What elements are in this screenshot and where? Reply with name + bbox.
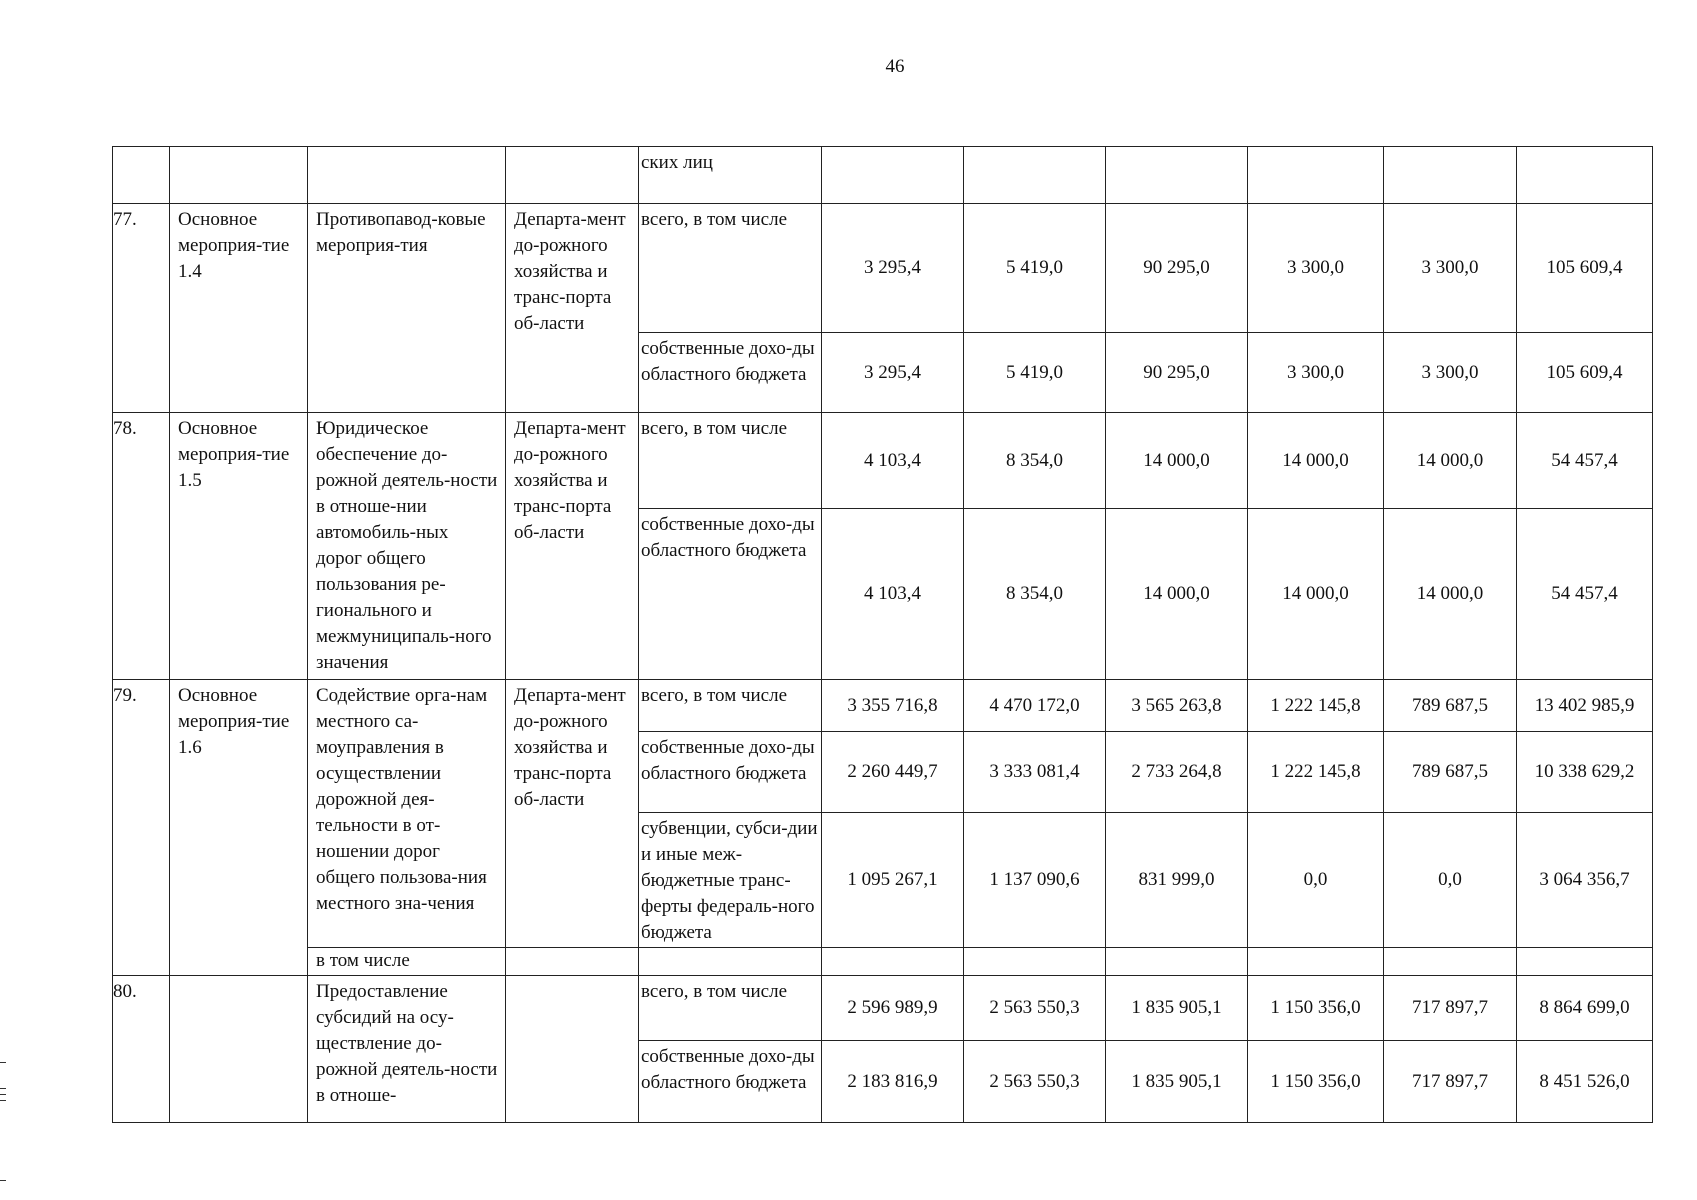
value-cell: 4 470 172,0 [964,680,1106,732]
value-cell: 2 563 550,3 [964,976,1106,1041]
table-row [113,413,1653,509]
empty-cell [1106,147,1248,204]
empty-cell [964,948,1106,976]
value-cell: 14 000,0 [1248,509,1384,680]
table-row [113,976,1653,1041]
value-cell: 4 103,4 [822,509,964,680]
measure-executor: Департа-мент до-рожного хозяйства и транс-порта об-ласти [506,680,639,948]
value-cell: 3 295,4 [822,333,964,413]
margin-mark [0,1180,6,1181]
empty-cell [506,948,639,976]
source-label: собственные дохо-ды областного бюджета [639,1041,822,1123]
value-cell: 4 103,4 [822,413,964,509]
measure-executor [506,976,639,1123]
value-cell: 105 609,4 [1517,204,1653,333]
value-cell: 2 260 449,7 [822,732,964,813]
value-cell: 14 000,0 [1106,509,1248,680]
value-cell: 1 835 905,1 [1106,976,1248,1041]
empty-cell [822,147,964,204]
row-number: 79. [113,680,170,976]
value-cell: 3 565 263,8 [1106,680,1248,732]
empty-cell [822,948,964,976]
margin-mark [0,1088,6,1089]
value-cell: 14 000,0 [1384,509,1517,680]
row-number: 80. [113,976,170,1123]
value-cell: 8 354,0 [964,413,1106,509]
empty-cell [639,948,822,976]
value-cell: 54 457,4 [1517,509,1653,680]
value-cell: 1 835 905,1 [1106,1041,1248,1123]
measure-name: Предоставление субсидий на осу-ществление до-рожной деятель-ности в отноше- [308,976,506,1123]
measure-type [170,976,308,1123]
subsection-label: в том числе [308,948,506,976]
empty-cell [113,147,170,204]
value-cell: 1 150 356,0 [1248,976,1384,1041]
measure-executor: Департа-мент до-рожного хозяйства и транс-порта об-ласти [506,204,639,413]
value-cell: 3 300,0 [1384,204,1517,333]
measure-name: Содействие орга-нам местного са-моуправления в осуществлении дорожной дея-тельности в от-ношении дорог общего пользова-ния местного зна-чения [308,680,506,948]
value-cell: 10 338 629,2 [1517,732,1653,813]
measure-name: Юридическое обеспечение до-рожной деятель-ности в отноше-нии автомобиль-ных дорог общего пользования ре-гионального и межмуниципаль-ного значения [308,413,506,680]
value-cell: 1 150 356,0 [1248,1041,1384,1123]
source-label: всего, в том числе [639,204,822,333]
page-number: 46 [885,56,905,77]
value-cell: 14 000,0 [1248,413,1384,509]
value-cell: 3 300,0 [1248,333,1384,413]
row-number: 78. [113,413,170,680]
value-cell: 1 137 090,6 [964,813,1106,948]
value-cell: 54 457,4 [1517,413,1653,509]
empty-cell [964,147,1106,204]
empty-cell [1517,948,1653,976]
empty-cell [506,147,639,204]
value-cell: 789 687,5 [1384,732,1517,813]
source-label: субвенции, субси-дии и иные меж-бюджетные транс-ферты федераль-ного бюджета [639,813,822,948]
source-label: всего, в том числе [639,976,822,1041]
continuation-row [113,147,1653,204]
value-cell: 14 000,0 [1106,413,1248,509]
value-cell: 1 222 145,8 [1248,732,1384,813]
source-label: всего, в том числе [639,680,822,732]
value-cell: 2 563 550,3 [964,1041,1106,1123]
empty-cell [1248,147,1384,204]
value-cell: 3 300,0 [1384,333,1517,413]
row-number: 77. [113,204,170,413]
empty-cell [1384,948,1517,976]
source-label: собственные дохо-ды областного бюджета [639,732,822,813]
value-cell: 90 295,0 [1106,204,1248,333]
empty-cell [1106,948,1248,976]
margin-mark [0,1062,6,1063]
value-cell: 1 095 267,1 [822,813,964,948]
measure-executor: Департа-мент до-рожного хозяйства и транс-порта об-ласти [506,413,639,680]
table-row [113,948,1653,976]
value-cell: 105 609,4 [1517,333,1653,413]
empty-cell [1384,147,1517,204]
value-cell: 3 295,4 [822,204,964,333]
value-cell: 5 419,0 [964,333,1106,413]
budget-table [112,146,1653,1123]
measure-type: Основное мероприя-тие 1.5 [170,413,308,680]
measure-name: Противопавод-ковые мероприя-тия [308,204,506,413]
value-cell: 2 733 264,8 [1106,732,1248,813]
table-row [113,204,1653,333]
value-cell: 831 999,0 [1106,813,1248,948]
empty-cell [1517,147,1653,204]
source-label: ских лиц [639,147,822,204]
value-cell: 3 333 081,4 [964,732,1106,813]
measure-type: Основное мероприя-тие 1.4 [170,204,308,413]
empty-cell [170,147,308,204]
value-cell: 1 222 145,8 [1248,680,1384,732]
value-cell: 2 183 816,9 [822,1041,964,1123]
value-cell: 3 064 356,7 [1517,813,1653,948]
value-cell: 2 596 989,9 [822,976,964,1041]
table-row [113,680,1653,732]
source-label: собственные дохо-ды областного бюджета [639,509,822,680]
value-cell: 8 864 699,0 [1517,976,1653,1041]
value-cell: 789 687,5 [1384,680,1517,732]
value-cell: 3 300,0 [1248,204,1384,333]
value-cell: 5 419,0 [964,204,1106,333]
margin-mark [0,1094,6,1095]
value-cell: 0,0 [1248,813,1384,948]
value-cell: 717 897,7 [1384,1041,1517,1123]
empty-cell [308,147,506,204]
value-cell: 3 355 716,8 [822,680,964,732]
value-cell: 8 451 526,0 [1517,1041,1653,1123]
empty-cell [1248,948,1384,976]
value-cell: 13 402 985,9 [1517,680,1653,732]
source-label: всего, в том числе [639,413,822,509]
value-cell: 90 295,0 [1106,333,1248,413]
value-cell: 717 897,7 [1384,976,1517,1041]
source-label: собственные дохо-ды областного бюджета [639,333,822,413]
value-cell: 0,0 [1384,813,1517,948]
measure-type: Основное мероприя-тие 1.6 [170,680,308,976]
margin-mark [0,1100,6,1101]
value-cell: 8 354,0 [964,509,1106,680]
value-cell: 14 000,0 [1384,413,1517,509]
